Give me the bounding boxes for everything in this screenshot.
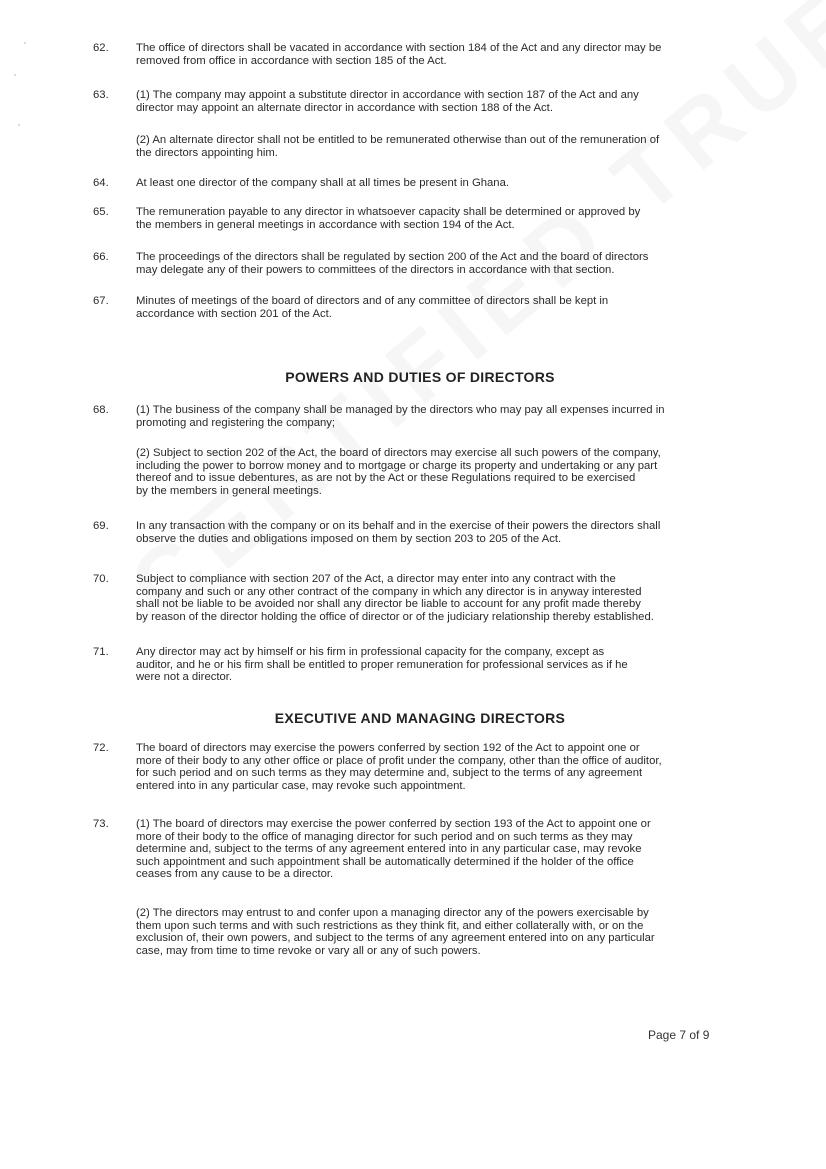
text-line: case, may from time to time revoke or vary all or any of such powers.	[136, 944, 481, 957]
clause-number: 72.	[93, 742, 109, 754]
text-line: ceases from any cause to be a director.	[136, 868, 334, 881]
clause-number: 62.	[93, 42, 109, 54]
text-line: promoting and registering the company;	[136, 416, 336, 429]
text-line: shall not be liable to be avoided nor shall any director be liable to account for any profit made thereby	[136, 598, 641, 611]
text-line: more of their body to the office of managing director for such period and on such terms as they may	[136, 830, 633, 843]
text-line: for such period and on such terms as they may determine and, subject to the terms of any agreement	[136, 767, 643, 780]
clause-number: 70.	[93, 573, 109, 585]
clause-text	[136, 646, 736, 684]
text-line: them upon such terms and with such restrictions as they think fit, and either collaterally with, or on the	[136, 919, 644, 932]
text-line: The proceedings of the directors shall be regulated by section 200 of the Act and the board of directors	[136, 251, 649, 263]
clause-number: 71.	[93, 646, 109, 658]
text-line: Any director may act by himself or his firm in professional capacity for the company, except as	[136, 646, 605, 658]
clause-text	[136, 907, 736, 957]
text-line: including the power to borrow money and to mortgage or charge its property and undertaking or any part	[136, 459, 658, 472]
clause-text	[136, 573, 736, 623]
text-line: (2) The directors may entrust to and confer upon a managing director any of the powers exercisable by	[136, 907, 649, 919]
text-line: entered into in any particular case, may revoke such appointment.	[136, 779, 466, 792]
clause-number: 69.	[93, 520, 109, 532]
clause-text	[136, 295, 736, 320]
text-line: thereof and to issue debentures, as are not by the Act or these Regulations required to be exercised	[136, 472, 636, 485]
clause-text	[136, 404, 736, 429]
text-line: more of their body to any other office or place of profit under the company, other than the office of auditor,	[136, 754, 662, 767]
text-line: Minutes of meetings of the board of directors and of any committee of directors shall be kept in	[136, 295, 609, 307]
text-line: The office of directors shall be vacated in accordance with section 184 of the Act and any director may be	[136, 42, 662, 54]
clause-number: 73.	[93, 818, 109, 830]
clause-number: 64.	[93, 177, 109, 189]
text-line: may delegate any of their powers to committees of the directors in accordance with that section.	[136, 263, 615, 276]
clause-text	[136, 206, 736, 231]
text-line: At least one director of the company shall at all times be present in Ghana.	[136, 177, 510, 189]
text-line: (2) An alternate director shall not be entitled to be remunerated otherwise than out of the remuneration of	[136, 134, 660, 146]
clause-text	[136, 177, 736, 190]
text-line: director may appoint an alternate director in accordance with section 188 of the Act.	[136, 101, 553, 114]
text-line: by reason of the director holding the office of director or of the judiciary relationship thereby established.	[136, 610, 654, 623]
clause-number: 66.	[93, 251, 109, 263]
text-line: exclusion of, their own powers, and subject to the terms of any agreement entered into on any particular	[136, 932, 655, 945]
section-heading-executive: EXECUTIVE AND MANAGING DIRECTORS	[274, 710, 566, 726]
text-line: the directors appointing him.	[136, 146, 278, 159]
clause-text	[136, 447, 736, 497]
text-line: by the members in general meetings.	[136, 484, 322, 497]
clause-text	[136, 89, 736, 114]
page-number: Page 7 of 9	[648, 1028, 710, 1042]
clause-text	[136, 520, 736, 545]
text-line: determine and, subject to the terms of any agreement entered into in any particular case, may revoke	[136, 843, 642, 856]
clause-number: 67.	[93, 295, 109, 307]
clause-text	[136, 42, 736, 67]
text-line: The remuneration payable to any director in whatsoever capacity shall be determined or approved by	[136, 206, 641, 218]
clause-number: 68.	[93, 404, 109, 416]
text-line: observe the duties and obligations imposed on them by section 203 to 205 of the Act.	[136, 532, 562, 545]
text-line: such appointment and such appointment shall be automatically determined if the holder of the office	[136, 855, 634, 868]
text-line: (1) The business of the company shall be managed by the directors who may pay all expenses incurred in	[136, 404, 665, 416]
clause-text	[136, 818, 736, 881]
text-line: In any transaction with the company or on its behalf and in the exercise of their powers the directors shall	[136, 520, 661, 532]
clause-number: 63.	[93, 89, 109, 101]
clause-text	[136, 251, 736, 276]
text-line: accordance with section 201 of the Act.	[136, 307, 332, 320]
text-line: were not a director.	[136, 671, 233, 684]
text-line: (2) Subject to section 202 of the Act, the board of directors may exercise all such powers of the company,	[136, 447, 661, 459]
text-line: company and such or any other contract of the company in which any director is in anyway interested	[136, 585, 642, 598]
text-line: removed from office in accordance with section 185 of the Act.	[136, 54, 447, 67]
section-heading-powers: POWERS AND DUTIES OF DIRECTORS	[285, 369, 555, 385]
text-line: The board of directors may exercise the powers conferred by section 192 of the Act to appoint one or	[136, 742, 640, 754]
text-line: the members in general meetings in accordance with section 194 of the Act.	[136, 218, 515, 231]
clause-text	[136, 134, 736, 159]
text-line: (1) The board of directors may exercise the power conferred by section 193 of the Act to appoint one or	[136, 818, 651, 830]
text-line: auditor, and he or his firm shall be entitled to proper remuneration for professional services as if he	[136, 658, 628, 671]
text-line: (1) The company may appoint a substitute director in accordance with section 187 of the Act and any	[136, 89, 639, 101]
scan-speck	[14, 74, 16, 76]
scan-speck	[24, 42, 26, 44]
clause-text	[136, 742, 736, 792]
clause-number: 65.	[93, 206, 109, 218]
scan-speck	[18, 124, 20, 126]
text-line: Subject to compliance with section 207 of the Act, a director may enter into any contract with the	[136, 573, 616, 585]
